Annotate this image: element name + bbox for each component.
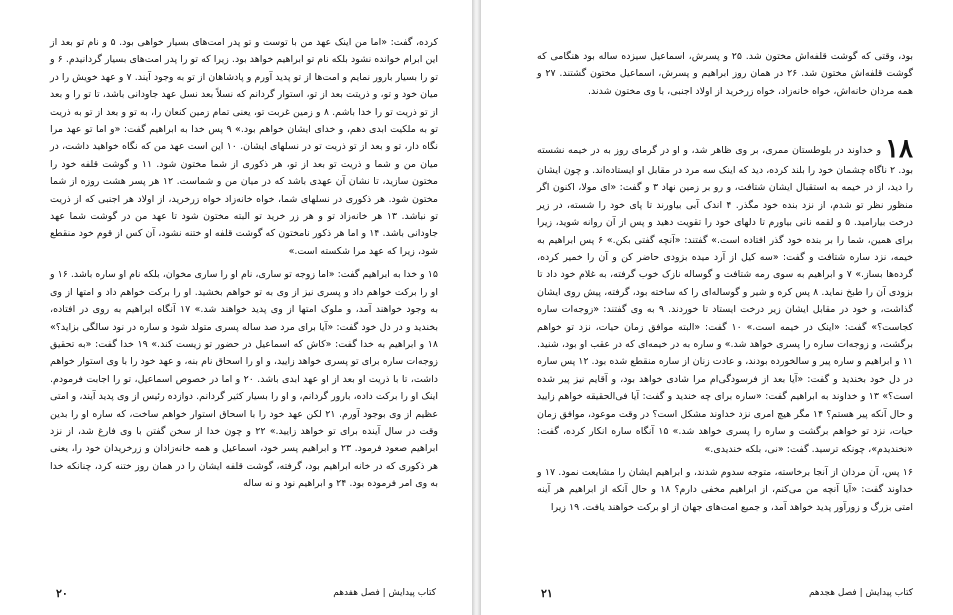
left-paragraph-2: ۱۵ و خدا به ابراهیم گفت: «اما زوجه تو ساری، نام او را ساری مخوان، بلکه نام او ساره باشد. ۱۶ و او را برکت خواهم داد و پسری نیز از وی به تو خواهم بخشید. او را برکت خواهم داد و امتها از وی به وجود خواهند آمد، و ملوک امتها از وی پدید خواهند شد.» ۱۷ آنگاه ابراهیم به روی در افتاده، بخندید و در دل خود گفت: «آیا برای مرد صد ساله پسری متولد شود و ساره در نود سالگی بزاید؟» ۱۸ و ابراهیم به خدا گفت: «کاش که اسماعیل در حضور تو زیست کند.» ۱۹ خدا گفت: «به تحقیق زوجه‌ات ساره برای تو پسری خواهد زایید، و او را اسحاق نام بنه، و عهد خود را با وی استوار خواهم داشت، تا با ذریت او بعد از او عهد ابدی باشد. ۲۰ و اما در خصوص اسماعیل، تو را اجابت فرمودم. اینک او را برکت داده، بارور گردانم، و او را بسیار کثیر گردانم. دوازده رئیس از وی پدید آیند، و امتی عظیم از وی بوجود آورم. ۲۱ لکن عهد خود را با اسحاق استوار خواهم ساخت، که ساره او را بدین وقت در سال آینده برای تو خواهد زایید.» ۲۲ و چون خدا از سخن گفتن با وی فارغ شد، از نزد ابراهیم صعود فرمود. ۲۳ و ابراهیم پسر خود، اسماعیل و همه خانه‌زادان و زرخریدان خود را، یعنی هر ذکوری که در خانه ابراهیم بود، گرفته، گوشت قلفه ایشان را در همان روز ختنه کرد، چنانکه خدا به وی امر فرموده بود. ۲۴ و ابراهیم نود و نه ساله [50, 269, 439, 490]
right-page-footer [481, 587, 953, 603]
chapter-18-text-1: و خداوند در بلوطستان ممری، بر وی ظاهر شد، و او در گرمای روز به در خیمه نشسته بود. ۲ ناگاه چشمان خود را بلند کرده، دید که اینک سه مرد در مقابل او ایستاده‌اند. و چون ایشان را دید، از در خیمه به استقبال ایشان شتافت، و رو بر زمین نهاد ۳ و گفت: «ای مولا، اکنون اگر منظور نظر تو شدم، از نزد بنده خود مگذر. ۴ اندک آبی بیاورند تا پای خود را شسته، در زیر درخت بیارامید. ۵ و لقمه نانی بیاورم تا دلهای خود را تقویت دهید و پس از آن روانه شوید، زیرا برای همین، شما را بر بنده خود گذر افتاده است.» گفتند: «آنچه گفتی بکن.» ۶ پس ابراهیم به خیمه، نزد ساره شتافت و گفت: «سه کیل از آرد میده بزودی حاضر کن و آن را خمیر کرده، گرده‌ها بساز.» ۷ و ابراهیم به سوی رمه شتافت و گوساله نازک خوب گرفته، به غلام خود داد تا بزودی آن را طبخ نماید. ۸ پس کره و شیر و گوساله‌ای را که ساخته بود، گرفته، پیش روی ایشان گذاشت، و خود در مقابل ایشان زیر درخت ایستاد تا خوردند. ۹ به وی گفتند: «زوجه‌ات ساره کجاست؟» گفت: «اینک در خیمه است.» ۱۰ گفت: «البته موافق زمان حیات، نزد تو خواهم برگشت، و زوجه‌ات ساره را پسری خواهد شد.» و ساره به در خیمه‌ای که در عقب او بود، شنید. ۱۱ و ابراهیم و ساره پیر و سالخورده بودند، و عادت زنان از ساره منقطع شده بود. ۱۲ پس ساره در دل خود بخندید و گفت: «آیا بعد از فرسودگی‌ام مرا شادی خواهد بود، و آقایم نیز پیر شده است؟» ۱۳ و خداوند به ابراهیم گفت: «ساره برای چه خندید و گفت: آیا فی‌الحقیقه خواهم زایید و حال آنکه پیر هستم؟ ۱۴ مگر هیچ امری نزد خداوند مشکل است؟ در وقت موعود، موافق زمان حیات، نزد تو خواهم برگشت و ساره را پسری خواهد شد.» ۱۵ آنگاه ساره انکار کرده، گفت: «نخندیدم»، چونکه ترسید. گفت: «نی، بلکه خندیدی.» [537, 145, 914, 455]
right-page [481, 0, 953, 615]
chapter-18-paragraph-1 [537, 136, 913, 458]
book-gutter [472, 0, 481, 615]
left-page-body [50, 34, 438, 493]
left-page [0, 0, 472, 615]
right-top-paragraph: بود، وقتی که گوشت قلفه‌اش مختون شد. ۲۵ و پسرش، اسماعیل سیزده ساله بود هنگامی که گوشت قلفه‌اش مختون شد. ۲۶ در همان روز ابراهیم و پسرش، اسماعیل مختون گشتند. ۲۷ و همه مردان خانه‌اش، خواه خانه‌زاد، خواه زرخرید از اولاد اجنبی، با وی مختون شدند. [537, 51, 913, 97]
right-page-body [537, 136, 913, 516]
left-page-footer [0, 587, 472, 603]
right-page-top-text [537, 48, 913, 100]
right-running-head: کتاب پیدایش | فصل هجدهم [808, 588, 913, 598]
left-paragraph-1: کرده، گفت: «اما من اینک عهد من با توست و تو پدر امت‌های بسیار خواهی بود. ۵ و نام تو بعد از این ابرام خوانده نشود بلکه نام تو ابراهیم خواهد بود. زیرا که تو را پدر امت‌های بسیار گردانیدم. ۶ و تو را بسیار بارور نمایم و امت‌ها از تو پدید آورم و پادشاهان از تو به وجود آیند. ۷ و عهد خویش را در میان خود و تو، و ذریتت بعد از تو، استوار گردانم که نسلاً بعد نسل عهد جاودانی باشد، تا تو را و بعد از تو ذریت تو را خدا باشم. ۸ و زمین غربت تو، یعنی تمام زمین کنعان را، به تو و بعد از تو به ذریت تو به ملکیت ابدی دهم، و خدای ایشان خواهم بود.» ۹ پس خدا به ابراهیم گفت: «و اما تو عهد مرا نگاه دار، تو و بعد از تو ذریت تو در نسلهای ایشان. ۱۰ این است عهد من که نگاه خواهید داشت، در میان من و شما و ذریت تو بعد از تو، هر ذکوری از شما مختون شود. ۱۱ و گوشت قلفه خود را مختون سازید، تا نشان آن عهدی باشد که در میان من و شماست. ۱۲ هر پسر هشت روزه از شما مختون شود. هر ذکوری در نسلهای شما، خواه خانه‌زاد خواه زرخرید، از اولاد هر اجنبی که از ذریت تو نباشد. ۱۳ هر خانه‌زاد تو و هر زر خرید تو البته مختون شود تا عهد من در گوشت شما عهد جاودانی باشد. ۱۴ و اما هر ذکور نامختون که گوشت قلفه او ختنه نشود، آن کس از قوم خود منقطع شود، زیرا که عهد مرا شکسته است.» [50, 37, 439, 257]
right-page-number: ۲۱ [541, 587, 553, 600]
left-page-number: ۲۰ [56, 587, 68, 600]
chapter-number: ۱۸ [885, 134, 913, 164]
left-running-head: کتاب پیدایش | فصل هفدهم [333, 588, 436, 598]
chapter-18-paragraph-2: ۱۶ پس، آن مردان از آنجا برخاسته، متوجه سدوم شدند، و ابراهیم ایشان را مشایعت نمود. ۱۷ و خداوند گفت: «آیا آنچه من می‌کنم، از ابراهیم مخفی دارم؟ ۱۸ و حال آنکه از ابراهیم هر آینه امتی بزرگ و زورآور پدید خواهد آمد، و جمیع امت‌های جهان از او برکت خواهند یافت. ۱۹ زیرا [537, 466, 914, 513]
